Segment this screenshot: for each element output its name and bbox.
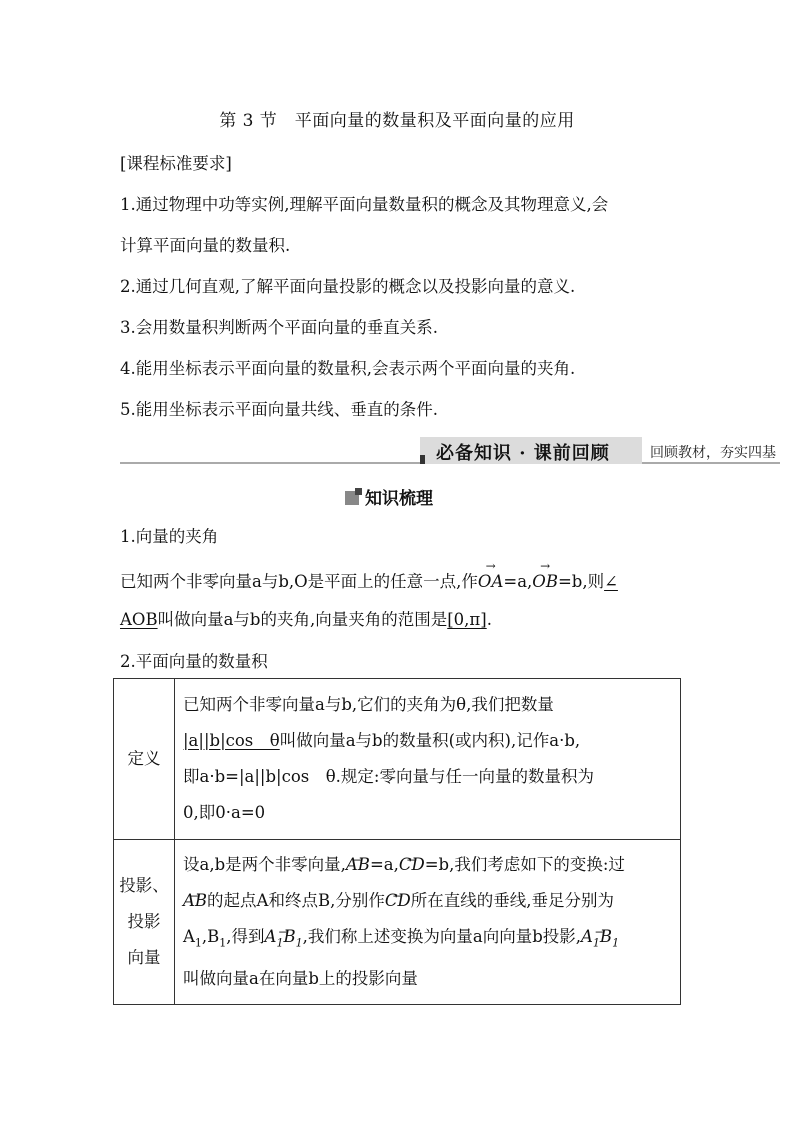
text: 所在直线的垂线,垂足分别为: [410, 890, 614, 910]
vector-ab: → AB: [346, 855, 370, 874]
text: =a,: [503, 572, 533, 591]
requirement-item: 3.会用数量积判断两个平面向量的垂直关系.: [120, 318, 438, 337]
page-title: 第 3 节 平面向量的数量积及平面向量的应用: [219, 111, 575, 131]
row-header: 定义: [114, 679, 175, 840]
row-header: [114, 840, 175, 1005]
angle-answer: AOB: [120, 610, 158, 629]
subscript: 1: [194, 936, 202, 950]
subscript: 1: [276, 936, 284, 950]
banner-subtitle: 回顾教材，夯实四基: [650, 445, 776, 461]
text: 叫做向量a与b的夹角,向量夹角的范围是: [157, 610, 448, 629]
section-title: [345, 484, 433, 509]
text-line: 投影、: [119, 876, 169, 895]
table-row: [114, 679, 681, 840]
text-line: 投影: [127, 912, 161, 931]
text: =b,则: [557, 572, 605, 591]
vector-ob: → OB: [532, 572, 558, 591]
vector-cd: → CD: [385, 891, 411, 910]
requirement-item: 5.能用坐标表示平面向量共线、垂直的条件.: [120, 400, 438, 419]
vector-a1b1: → $A_1B_1$: [581, 927, 619, 946]
vector-cd: → CD: [399, 855, 425, 874]
dot-product-table: [113, 678, 681, 1005]
section-title-text: 知识梳理: [365, 489, 433, 509]
definition-answer: |a||b|cos θ: [183, 731, 280, 750]
text: =b,我们考虑如下的变换:过: [424, 854, 625, 874]
text: ,得到: [226, 926, 265, 946]
angle-range-answer: [0,π]: [447, 610, 487, 629]
text-line: 向量: [127, 948, 161, 967]
row-content: [175, 840, 681, 1005]
section-banner: [120, 437, 780, 465]
requirement-item: 4.能用坐标表示平面向量的数量积,会表示两个平面向量的夹角.: [120, 359, 576, 378]
text: =a,: [369, 854, 399, 874]
requirement-item: 1.通过物理中功等实例,理解平面向量数量积的概念及其物理意义,会: [120, 195, 609, 214]
text: .: [486, 610, 492, 629]
requirement-item: 计算平面向量的数量积.: [120, 236, 291, 255]
vector-ab: → AB: [183, 891, 207, 910]
text-line: 即a·b=|a||b|cos θ.规定:零向量与任一向量的数量积为: [183, 767, 594, 786]
text: 设a,b是两个非零向量,: [183, 854, 346, 874]
text: 叫做向量a与b的数量积(或内积),记作a·b,: [279, 731, 581, 750]
subscript: 1: [295, 936, 303, 950]
requirement-item: 2.通过几何直观,了解平面向量投影的概念以及投影向量的意义.: [120, 277, 576, 296]
text: ,B: [201, 926, 220, 946]
banner-mark: [420, 455, 425, 464]
banner-title: 必备知识 · 课前回顾: [436, 443, 610, 464]
text: 的起点A和终点B,分别作: [207, 890, 385, 910]
text-line: [183, 919, 672, 961]
text-line: [183, 847, 672, 883]
row-content: [175, 679, 681, 840]
table-row: [114, 840, 681, 1005]
dot-heading: 2.平面向量的数量积: [120, 652, 268, 671]
text: A: [183, 926, 195, 946]
vector-a1b1: [264, 926, 303, 950]
text: B: [283, 926, 296, 946]
text-line: 叫做向量a在向量b上的投影向量: [183, 969, 418, 989]
text: ,我们称上述变换为向量a向向量b投影,: [302, 926, 581, 946]
text-line: 0,即0·a=0: [183, 803, 266, 822]
subscript: 1: [219, 936, 227, 950]
text-line: [183, 723, 672, 759]
angle-answer: ∠: [604, 572, 618, 591]
angle-line-2: [120, 606, 492, 630]
text-line: 已知两个非零向量a与b,它们的夹角为θ,我们把数量: [183, 695, 554, 714]
text: 已知两个非零向量a与b,O是平面上的任意一点,作: [120, 572, 478, 591]
requirements-heading: [课程标准要求]: [120, 154, 232, 173]
angle-heading: 1.向量的夹角: [120, 527, 219, 546]
square-icon: [345, 491, 359, 505]
vector-oa: → OA: [478, 572, 503, 591]
text: A: [264, 926, 277, 946]
angle-line-1: [120, 568, 618, 592]
